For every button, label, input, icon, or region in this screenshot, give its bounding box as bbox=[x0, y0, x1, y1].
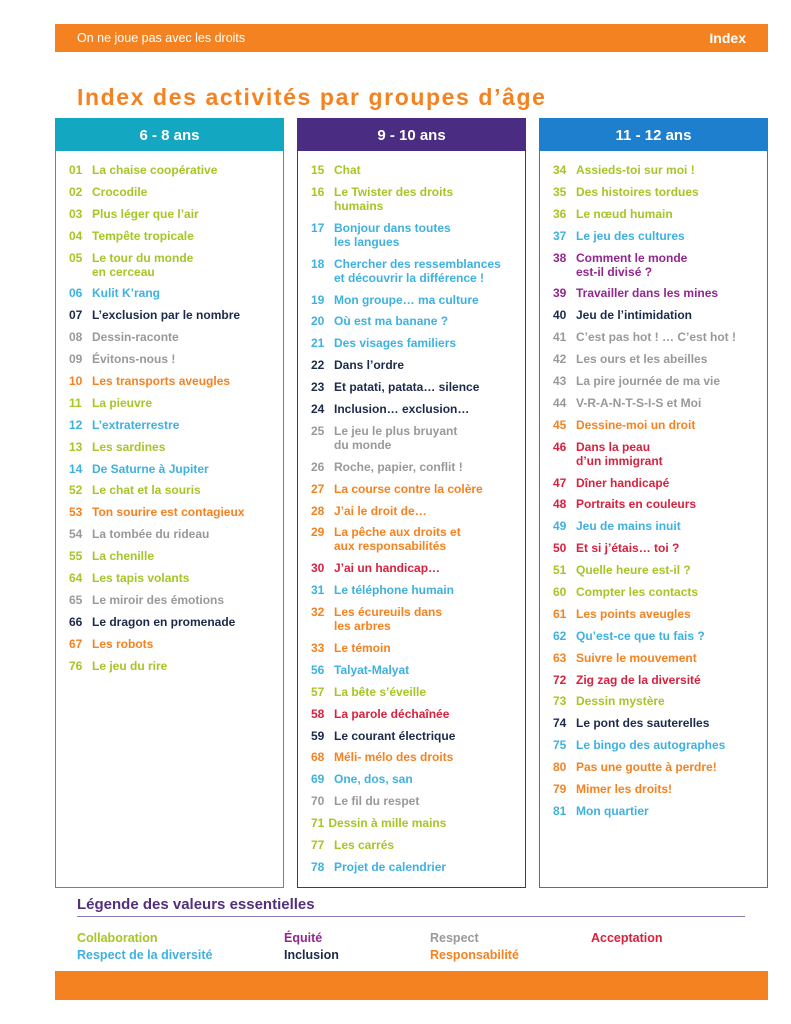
activity-number: 16 bbox=[311, 184, 325, 199]
activity-title: La chenille bbox=[92, 549, 155, 564]
activity-number: 21 bbox=[311, 336, 325, 351]
activity-title: Le dragon en promenade bbox=[92, 614, 236, 629]
activity-number: 05 bbox=[69, 250, 83, 265]
activity-title: La parole déchaînée bbox=[334, 706, 450, 721]
legend-item: Responsabilité bbox=[430, 948, 519, 962]
activity-title: Compter les contacts bbox=[576, 585, 699, 600]
activity-number: 17 bbox=[311, 220, 325, 235]
activity-title: One, dos, san bbox=[334, 772, 413, 787]
activity-title: Jeu de l’intimidation bbox=[576, 308, 693, 323]
activity-item bbox=[553, 286, 767, 308]
activity-item bbox=[311, 221, 525, 257]
activity-item bbox=[553, 519, 767, 541]
activity-number: 15 bbox=[311, 163, 325, 177]
activity-number: 35 bbox=[553, 184, 567, 199]
activity-title: Les transports aveugles bbox=[92, 374, 231, 389]
activity-item bbox=[311, 838, 525, 860]
activity-title: Bonjour dans toutes les langues bbox=[334, 220, 451, 249]
activity-number: 65 bbox=[69, 592, 83, 607]
activity-item bbox=[311, 772, 525, 794]
activity-number: 02 bbox=[69, 184, 83, 199]
legend-item: Acceptation bbox=[591, 931, 663, 945]
activity-number: 37 bbox=[553, 228, 567, 243]
activity-number: 68 bbox=[311, 750, 325, 765]
activity-number: 39 bbox=[553, 286, 567, 301]
activity-number: 57 bbox=[311, 684, 325, 699]
activity-number: 61 bbox=[553, 606, 567, 621]
legend-title: Légende des valeurs essentielles bbox=[77, 896, 315, 913]
activity-item bbox=[311, 641, 525, 663]
activity-title: Chercher des ressemblances et découvrir la différence ! bbox=[334, 256, 501, 285]
activity-number: 54 bbox=[69, 527, 83, 542]
activity-item bbox=[69, 286, 283, 308]
activity-title: Mon groupe… ma culture bbox=[334, 292, 479, 307]
activity-item bbox=[311, 707, 525, 729]
age-column-9-10 bbox=[297, 118, 526, 888]
activity-title: Kulit K’rang bbox=[92, 286, 160, 301]
activity-title: Le jeu des cultures bbox=[576, 228, 685, 243]
age-column-6-8 bbox=[55, 118, 284, 888]
age-column-header: 11 - 12 ans bbox=[540, 119, 767, 151]
activity-item bbox=[69, 549, 283, 571]
activity-title: Et si j’étais… toi ? bbox=[576, 541, 680, 556]
legend-item: Équité bbox=[284, 931, 323, 945]
activity-title: Des histoires tordues bbox=[576, 184, 699, 199]
header-series-title: On ne joue pas avec les droits bbox=[77, 31, 246, 45]
activity-title: L’extraterrestre bbox=[92, 417, 180, 432]
activity-item bbox=[553, 541, 767, 563]
activity-title: Zig zag de la diversité bbox=[576, 672, 701, 687]
activity-number: 79 bbox=[553, 782, 567, 797]
activity-item bbox=[553, 651, 767, 673]
activity-item bbox=[553, 497, 767, 519]
activity-item bbox=[553, 229, 767, 251]
activity-number: 67 bbox=[69, 636, 83, 651]
activity-item bbox=[311, 358, 525, 380]
activity-title: La course contre la colère bbox=[334, 481, 483, 496]
activity-number: 38 bbox=[553, 250, 567, 265]
activity-title: Ton sourire est contagieux bbox=[92, 505, 245, 520]
legend-item: Inclusion bbox=[284, 948, 339, 962]
activity-title: La pieuvre bbox=[92, 395, 153, 410]
header-section-label: Index bbox=[709, 30, 746, 46]
activity-number: 24 bbox=[311, 402, 325, 417]
activity-title: Les ours et les abeilles bbox=[576, 352, 708, 367]
activity-number: 55 bbox=[69, 549, 83, 564]
activity-title: Le tour du monde en cerceau bbox=[92, 250, 194, 279]
activity-item bbox=[553, 476, 767, 498]
activity-number: 60 bbox=[553, 585, 567, 600]
activity-title: Pas une goutte à perdre! bbox=[576, 760, 717, 775]
activity-number: 46 bbox=[553, 439, 567, 454]
activity-title: Portraits en couleurs bbox=[576, 497, 697, 512]
activity-title: La pire journée de ma vie bbox=[576, 374, 721, 389]
activity-number: 45 bbox=[553, 417, 567, 432]
activity-title: Dans la peau d’un immigrant bbox=[576, 439, 663, 468]
activity-number: 47 bbox=[553, 475, 567, 490]
activity-title: Le miroir des émotions bbox=[92, 592, 225, 607]
activity-number: 08 bbox=[69, 330, 83, 345]
activity-title: La tombée du rideau bbox=[92, 527, 210, 542]
activity-item bbox=[69, 374, 283, 396]
activity-number: 66 bbox=[69, 614, 83, 629]
activity-number: 49 bbox=[553, 519, 567, 534]
activity-item bbox=[69, 229, 283, 251]
activity-number: 70 bbox=[311, 794, 325, 809]
activity-title: Le bingo des autographes bbox=[576, 738, 726, 753]
activity-item bbox=[69, 440, 283, 462]
activity-title: Quelle heure est-il ? bbox=[576, 563, 691, 578]
activity-item bbox=[69, 637, 283, 659]
activity-item bbox=[69, 462, 283, 484]
activity-number: 62 bbox=[553, 628, 567, 643]
activity-number: 74 bbox=[553, 716, 567, 731]
activity-item bbox=[553, 585, 767, 607]
activity-number: 36 bbox=[553, 206, 567, 221]
activity-number: 72 bbox=[553, 672, 567, 687]
activity-number: 51 bbox=[553, 563, 567, 578]
activity-number: 69 bbox=[311, 772, 325, 787]
activity-item bbox=[311, 163, 525, 185]
activity-title: Et patati, patata… silence bbox=[334, 380, 480, 395]
header-bar bbox=[55, 24, 768, 52]
activity-title: V-R-A-N-T-S-I-S et Moi bbox=[576, 395, 702, 410]
activity-number: 40 bbox=[553, 308, 567, 323]
activity-title: C’est pas hot ! … C’est hot ! bbox=[576, 330, 737, 345]
activity-number: 29 bbox=[311, 525, 325, 540]
activity-title: Qu’est-ce que tu fais ? bbox=[576, 628, 705, 643]
activity-item bbox=[69, 251, 283, 287]
activity-number: 43 bbox=[553, 374, 567, 389]
activity-item bbox=[311, 504, 525, 526]
activity-number: 07 bbox=[69, 308, 83, 323]
activity-number: 56 bbox=[311, 662, 325, 677]
activity-item bbox=[311, 185, 525, 221]
activity-number: 80 bbox=[553, 760, 567, 775]
activity-item bbox=[69, 418, 283, 440]
activity-title: Dessin à mille mains bbox=[328, 816, 447, 831]
activity-title: Roche, papier, conflit ! bbox=[334, 459, 463, 474]
activity-item bbox=[311, 605, 525, 641]
activity-number: 34 bbox=[553, 163, 567, 177]
activity-number: 64 bbox=[69, 571, 83, 586]
activity-number: 53 bbox=[69, 505, 83, 520]
activity-title: Dessine-moi un droit bbox=[576, 417, 696, 432]
activity-list bbox=[298, 151, 525, 882]
activity-item bbox=[553, 760, 767, 782]
activity-item bbox=[311, 257, 525, 293]
legend-item: Respect de la diversité bbox=[77, 948, 213, 962]
activity-number: 75 bbox=[553, 738, 567, 753]
activity-item bbox=[553, 352, 767, 374]
activity-title: Méli- mélo des droits bbox=[334, 750, 454, 765]
activity-item bbox=[553, 396, 767, 418]
activity-item bbox=[553, 716, 767, 738]
activity-number: 77 bbox=[311, 838, 325, 853]
activity-item bbox=[69, 615, 283, 637]
activity-item bbox=[553, 207, 767, 229]
activity-item bbox=[69, 330, 283, 352]
activity-title: J’ai un handicap… bbox=[334, 561, 441, 576]
activity-item bbox=[311, 750, 525, 772]
activity-item bbox=[311, 860, 525, 882]
activity-title: Le témoin bbox=[334, 641, 391, 656]
activity-title: Le nœud humain bbox=[576, 206, 673, 221]
activity-item bbox=[553, 185, 767, 207]
activity-item bbox=[553, 629, 767, 651]
activity-item bbox=[553, 308, 767, 330]
activity-number: 52 bbox=[69, 483, 83, 498]
activity-item bbox=[311, 663, 525, 685]
activity-title: Les écureuils dans les arbres bbox=[334, 605, 443, 634]
activity-title: Le courant électrique bbox=[334, 728, 456, 743]
activity-title: Dessin mystère bbox=[576, 694, 665, 709]
activity-item bbox=[553, 330, 767, 352]
activity-title: Mimer les droits! bbox=[576, 782, 673, 797]
activity-number: 28 bbox=[311, 503, 325, 518]
activity-title: La bête s’éveille bbox=[334, 684, 427, 699]
activity-title: Les carrés bbox=[334, 838, 395, 853]
activity-number: 06 bbox=[69, 286, 83, 301]
footer-bar bbox=[55, 971, 768, 1000]
activity-number: 63 bbox=[553, 650, 567, 665]
activity-title: Le Twister des droits humains bbox=[334, 184, 454, 213]
activity-item bbox=[553, 374, 767, 396]
activity-list bbox=[56, 151, 283, 680]
activity-number: 10 bbox=[69, 374, 83, 389]
activity-title: La pêche aux droits et aux responsabilités bbox=[334, 525, 461, 554]
age-column-11-12 bbox=[539, 118, 768, 888]
age-column-header: 9 - 10 ans bbox=[298, 119, 525, 151]
activity-item bbox=[553, 418, 767, 440]
activity-number: 25 bbox=[311, 423, 325, 438]
activity-title: Les points aveugles bbox=[576, 606, 691, 621]
activity-item bbox=[69, 571, 283, 593]
activity-title: La chaise coopérative bbox=[92, 163, 218, 177]
activity-title: Jeu de mains inuit bbox=[576, 519, 681, 534]
activity-title: De Saturne à Jupiter bbox=[92, 461, 209, 476]
activity-item bbox=[69, 163, 283, 185]
activity-number: 27 bbox=[311, 481, 325, 496]
activity-item bbox=[311, 482, 525, 504]
activity-title: L’exclusion par le nombre bbox=[92, 308, 241, 323]
activity-item bbox=[69, 483, 283, 505]
activity-number: 44 bbox=[553, 395, 567, 410]
age-column-header: 6 - 8 ans bbox=[56, 119, 283, 151]
activity-number: 14 bbox=[69, 461, 83, 476]
activity-item bbox=[553, 673, 767, 695]
activity-item bbox=[553, 251, 767, 287]
activity-title: Inclusion… exclusion… bbox=[334, 402, 470, 417]
activity-item bbox=[311, 561, 525, 583]
activity-title: Comment le monde est-il divisé ? bbox=[576, 250, 688, 279]
activity-number: 19 bbox=[311, 292, 325, 307]
activity-item bbox=[553, 782, 767, 804]
legend-item: Collaboration bbox=[77, 931, 158, 945]
activity-item bbox=[311, 525, 525, 561]
activity-item bbox=[311, 685, 525, 707]
activity-title: Le pont des sauterelles bbox=[576, 716, 710, 731]
activity-title: Crocodile bbox=[92, 184, 148, 199]
activity-title: Les sardines bbox=[92, 439, 166, 454]
activity-item bbox=[69, 593, 283, 615]
activity-item bbox=[553, 694, 767, 716]
activity-item bbox=[69, 396, 283, 418]
activity-item bbox=[311, 293, 525, 315]
activity-number: 26 bbox=[311, 459, 325, 474]
activity-item bbox=[553, 738, 767, 760]
activity-title: Mon quartier bbox=[576, 803, 649, 818]
activity-title: Suivre le mouvement bbox=[576, 650, 697, 665]
activity-item bbox=[553, 607, 767, 629]
activity-title: Des visages familiers bbox=[334, 336, 457, 351]
activity-number: 59 bbox=[311, 728, 325, 743]
activity-title: Le fil du respet bbox=[334, 794, 420, 809]
activity-title: Travailler dans les mines bbox=[576, 286, 719, 301]
activity-item bbox=[69, 308, 283, 330]
activity-title: Tempête tropicale bbox=[92, 228, 194, 243]
activity-title: Le téléphone humain bbox=[334, 583, 455, 598]
activity-number: 48 bbox=[553, 497, 567, 512]
legend-divider bbox=[77, 916, 745, 917]
activity-item bbox=[311, 794, 525, 816]
activity-title: Projet de calendrier bbox=[334, 859, 447, 874]
activity-title: Dessin-raconte bbox=[92, 330, 179, 345]
activity-number: 50 bbox=[553, 541, 567, 556]
activity-number: 09 bbox=[69, 352, 83, 367]
activity-number: 13 bbox=[69, 439, 83, 454]
activity-title: Chat bbox=[334, 163, 361, 177]
activity-number: 71 bbox=[311, 816, 325, 831]
activity-item bbox=[69, 207, 283, 229]
activity-number: 23 bbox=[311, 380, 325, 395]
activity-number: 31 bbox=[311, 583, 325, 598]
activity-item bbox=[311, 336, 525, 358]
activity-number: 03 bbox=[69, 206, 83, 221]
activity-number: 04 bbox=[69, 228, 83, 243]
activity-title: Le jeu le plus bruyant du monde bbox=[334, 423, 458, 452]
activity-title: Talyat-Malyat bbox=[334, 662, 410, 677]
activity-number: 22 bbox=[311, 358, 325, 373]
legend bbox=[77, 931, 767, 965]
activity-item bbox=[553, 563, 767, 585]
activity-number: 81 bbox=[553, 803, 567, 818]
activity-number: 33 bbox=[311, 641, 325, 656]
activity-title: Plus léger que l’air bbox=[92, 206, 199, 221]
activity-number: 58 bbox=[311, 706, 325, 721]
activity-item bbox=[311, 314, 525, 336]
activity-title: Le chat et la souris bbox=[92, 483, 201, 498]
activity-number: 01 bbox=[69, 163, 83, 177]
activity-item bbox=[69, 185, 283, 207]
activity-item bbox=[311, 460, 525, 482]
activity-number: 18 bbox=[311, 256, 325, 271]
activity-title: Le jeu du rire bbox=[92, 658, 168, 673]
activity-list bbox=[540, 151, 767, 826]
activity-title: Dîner handicapé bbox=[576, 475, 670, 490]
activity-item bbox=[311, 402, 525, 424]
activity-title: Évitons-nous ! bbox=[92, 352, 176, 367]
activity-title: J’ai le droit de… bbox=[334, 503, 427, 518]
activity-item bbox=[311, 380, 525, 402]
activity-title: Où est ma banane ? bbox=[334, 314, 449, 329]
activity-item bbox=[311, 583, 525, 605]
activity-item bbox=[553, 804, 767, 826]
page-title: Index des activités par groupes d’âge bbox=[77, 84, 547, 110]
activity-item bbox=[69, 505, 283, 527]
activity-title: Dans l’ordre bbox=[334, 358, 405, 373]
activity-number: 12 bbox=[69, 417, 83, 432]
activity-number: 78 bbox=[311, 859, 325, 874]
activity-number: 32 bbox=[311, 605, 325, 620]
activity-item bbox=[311, 729, 525, 751]
legend-item: Respect bbox=[430, 931, 479, 945]
activity-item bbox=[69, 352, 283, 374]
activity-item bbox=[311, 424, 525, 460]
activity-item bbox=[69, 527, 283, 549]
activity-number: 41 bbox=[553, 330, 567, 345]
activity-item bbox=[553, 163, 767, 185]
activity-number: 30 bbox=[311, 561, 325, 576]
activity-title: Les robots bbox=[92, 636, 154, 651]
activity-item bbox=[69, 659, 283, 681]
activity-title: Assieds-toi sur moi ! bbox=[576, 163, 695, 177]
activity-number: 11 bbox=[69, 395, 82, 410]
activity-title: Les tapis volants bbox=[92, 571, 190, 586]
activity-number: 73 bbox=[553, 694, 567, 709]
activity-number: 20 bbox=[311, 314, 325, 329]
activity-item bbox=[553, 440, 767, 476]
activity-number: 76 bbox=[69, 658, 83, 673]
activity-item bbox=[311, 816, 525, 838]
activity-number: 42 bbox=[553, 352, 567, 367]
